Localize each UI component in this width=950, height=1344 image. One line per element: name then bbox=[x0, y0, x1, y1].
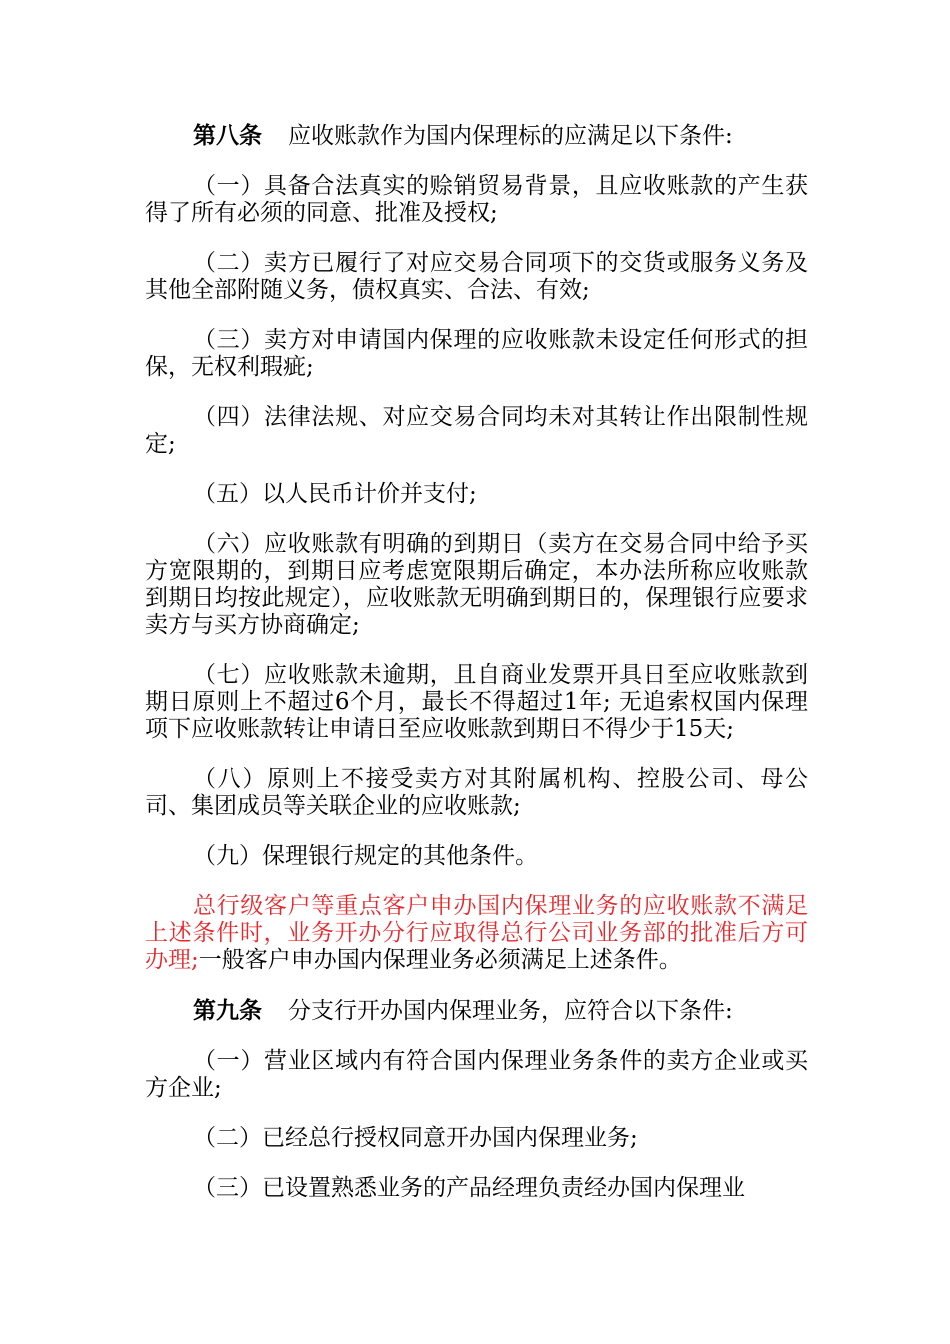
article-8-item-9: （九）保理银行规定的其他条件。 bbox=[193, 843, 538, 869]
article-8-title: 应收账款作为国内保理标的应满足以下条件: bbox=[288, 123, 733, 149]
article-8-note-highlight: 总行级客户等重点客户申办国内保理业务的应收账款不满足上述条件时，业务开办分行应取得总行公司业务部的批准后方可办理; bbox=[145, 893, 808, 973]
document-page bbox=[145, 122, 808, 1225]
article-8-note bbox=[145, 893, 808, 974]
article-8-item-8: （八）原则上不接受卖方对其附属机构、控股公司、母公司、集团成员等关联企业的应收账款; bbox=[145, 766, 808, 819]
article-9-item-2: （二）已经总行授权同意开办国内保理业务; bbox=[193, 1125, 638, 1151]
article-8-item-7: （七）应收账款未逾期，且自商业发票开具日至应收账款到期日原则上不超过6个月，最长不得超过1年; 无追索权国内保理项下应收账款转让申请日至应收账款到期日不得少于15天; bbox=[145, 662, 808, 742]
article-9-item-1: （一）营业区域内有符合国内保理业务条件的卖方企业或买方企业; bbox=[145, 1048, 808, 1101]
article-8-item-5: （五）以人民币计价并支付; bbox=[193, 481, 477, 507]
article-9-title: 分支行开办国内保理业务，应符合以下条件: bbox=[288, 998, 733, 1024]
article-8-item-6: （六）应收账款有明确的到期日（卖方在交易合同中给予买方宽限期的，到期日应考虑宽限期后确定，本办法所称应收账款到期日均按此规定），应收账款无明确到期日的，保理银行应要求卖方与买方协商确定; bbox=[145, 531, 808, 638]
article-8-item-2: （二）卖方已履行了对应交易合同项下的交货或服务义务及其他全部附随义务，债权真实、合法、有效; bbox=[145, 250, 808, 303]
article-8-heading bbox=[145, 122, 808, 150]
article-9-item-3: （三）已设置熟悉业务的产品经理负责经办国内保理业 bbox=[193, 1175, 745, 1201]
article-8-note-rest: 一般客户申办国内保理业务必须满足上述条件。 bbox=[198, 947, 682, 973]
article-9-number: 第九条 bbox=[193, 997, 262, 1024]
article-8-item-4: （四）法律法规、对应交易合同均未对其转让作出限制性规定; bbox=[145, 404, 808, 457]
article-8-item-1: （一）具备合法真实的赊销贸易背景，且应收账款的产生获得了所有必须的同意、批准及授权; bbox=[145, 173, 808, 226]
article-8-number: 第八条 bbox=[193, 122, 262, 149]
article-8-item-3: （三）卖方对申请国内保理的应收账款未设定任何形式的担保，无权利瑕疵; bbox=[145, 327, 808, 380]
article-9-heading bbox=[145, 997, 808, 1025]
